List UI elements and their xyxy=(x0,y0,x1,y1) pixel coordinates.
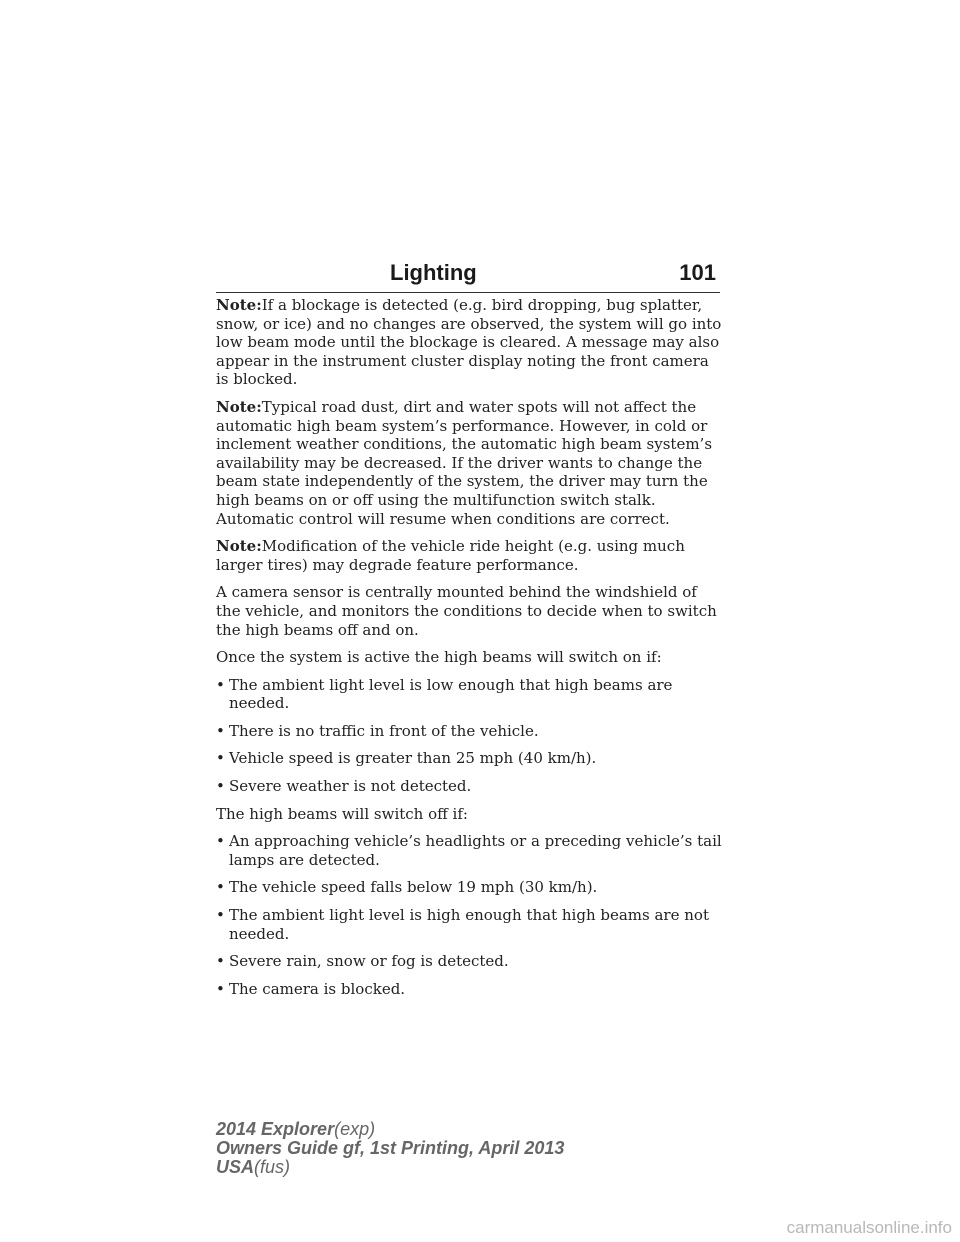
note-label: Note: xyxy=(216,296,262,314)
list-item: • An approaching vehicle’s headlights or a preceding vehicle’s tail lamps are detected. xyxy=(216,832,722,869)
section-title: Lighting xyxy=(390,260,477,285)
bullet-icon: • xyxy=(216,675,225,694)
switch-on-list xyxy=(216,676,726,796)
page-header xyxy=(216,256,720,293)
footer-line-printing: Owners Guide gf, 1st Printing, April 2013 xyxy=(216,1138,565,1158)
bullet-icon: • xyxy=(216,952,225,971)
bullet-icon: • xyxy=(216,979,225,998)
camera-sensor-paragraph: A camera sensor is centrally mounted behind the windshield of the vehicle, and monitors the conditions to decide when to switch the high beams off and on. xyxy=(216,583,717,639)
list-item: • The ambient light level is low enough that high beams are needed. xyxy=(216,675,673,713)
note-blockage xyxy=(216,296,726,389)
footer-line-region: USA(fus) xyxy=(216,1157,291,1177)
list-item: • The vehicle speed falls below 19 mph (30 km/h). xyxy=(216,878,598,897)
bullet-icon: • xyxy=(216,721,225,740)
bullet-icon: • xyxy=(216,906,225,925)
list-item: • Severe weather is not detected. xyxy=(216,777,472,796)
list-item: • The camera is blocked. xyxy=(216,979,406,998)
footer-line-model: 2014 Explorer(exp) xyxy=(216,1119,376,1139)
note-label: Note: xyxy=(216,537,262,556)
note-ride-height xyxy=(216,537,726,574)
switch-off-list xyxy=(216,832,726,998)
list-item: • There is no traffic in front of the vehicle. xyxy=(216,721,539,740)
note-text: Modification of the vehicle ride height (e.g. using much larger tires) may degrade feature performance. xyxy=(216,537,685,574)
bullet-icon: • xyxy=(216,832,225,851)
page-content xyxy=(216,296,726,1007)
list-item: • The ambient light level is high enough that high beams are not needed. xyxy=(216,906,709,943)
switch-off-intro: The high beams will switch off if: xyxy=(216,804,468,823)
note-text: If a blockage is detected (e.g. bird dropping, bug splatter, snow, or ice) and no changes are observed, the system will go into low beam mode until the blockage is cleared. A message may also appear in the instrument cluster display noting the front camera is blocked. xyxy=(216,296,722,389)
page-number: 101 xyxy=(679,260,716,285)
watermark: carmanualsonline.info xyxy=(786,1218,952,1237)
page-footer xyxy=(216,1120,564,1177)
bullet-icon: • xyxy=(216,878,225,897)
note-text: Typical road dust, dirt and water spots will not affect the automatic high beam system’s performance. However, in cold or inclement weather conditions, the automatic high beam system’s availability may be decreased. If the driver wants to change the beam state independently of the system, the driver may turn the high beams on or off using the multifunction switch stalk. Automatic control will resume when conditions are correct. xyxy=(216,397,713,528)
bullet-icon: • xyxy=(216,749,225,768)
bullet-icon: • xyxy=(216,777,225,796)
list-item: • Severe rain, snow or fog is detected. xyxy=(216,952,509,971)
list-item: • Vehicle speed is greater than 25 mph (40 km/h). xyxy=(216,749,597,768)
note-road-dust xyxy=(216,398,726,528)
switch-on-intro: Once the system is active the high beams will switch on if: xyxy=(216,648,662,667)
note-label: Note: xyxy=(216,397,262,416)
